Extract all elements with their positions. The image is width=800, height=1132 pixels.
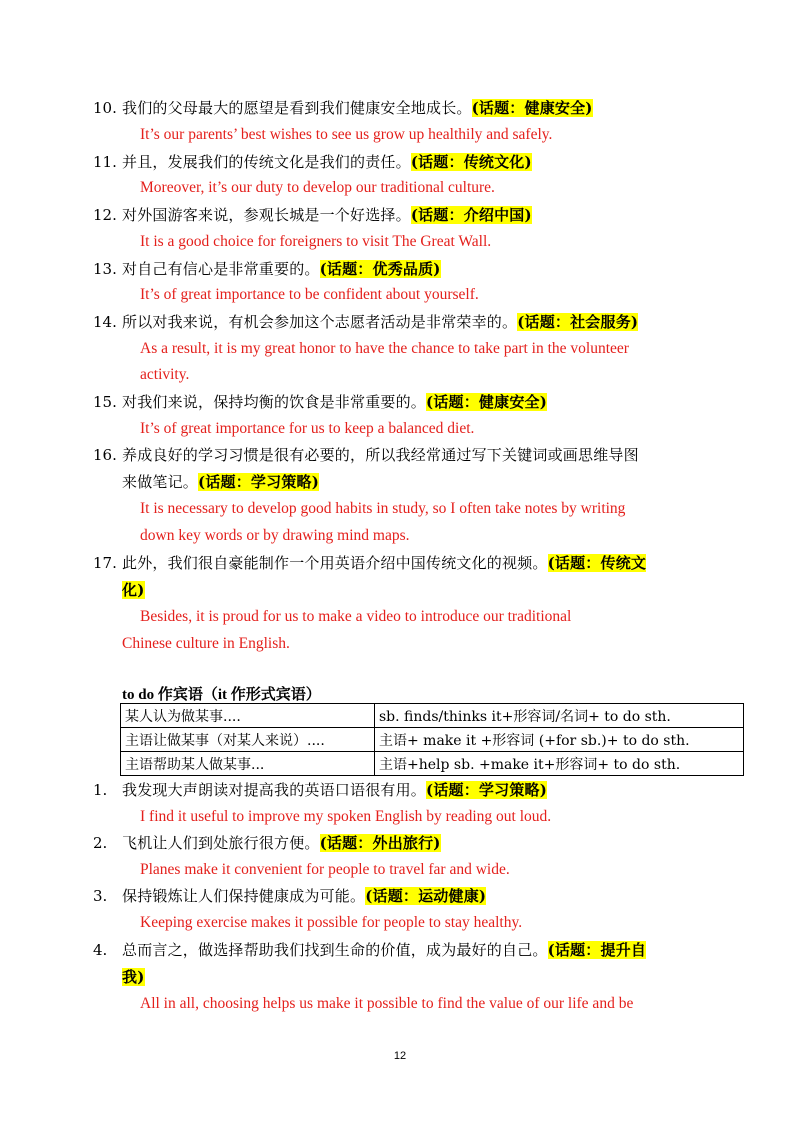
item-english: It’s our parents’ best wishes to see us grow up healthily and safely.	[140, 126, 553, 143]
item-number: 2.	[93, 834, 108, 852]
table-cell: 主语+help sb. +make it+形容词+ to do sth.	[375, 752, 744, 776]
table-cell: sb. finds/thinks it+形容词/名词+ to do sth.	[375, 704, 744, 728]
item-number: 13.	[93, 260, 117, 278]
item-english: Besides, it is proud for us to make a video to introduce our traditional	[140, 608, 572, 625]
topic-tag: (话题：优秀品质)	[319, 260, 441, 278]
topic-tag: (话题：学习策略)	[426, 781, 548, 799]
item-chinese: 并且，发展我们的传统文化是我们的责任。(话题：传统文化)	[122, 153, 532, 171]
item-chinese: 养成良好的学习习惯是很有必要的，所以我经常通过写下关键词或画思维导图	[122, 446, 639, 464]
table-row	[121, 728, 744, 752]
topic-tag-cont: 我)	[122, 968, 145, 986]
item-chinese: 对自己有信心是非常重要的。(话题：优秀品质)	[122, 260, 441, 278]
item-chinese: 飞机让人们到处旅行很方便。(话题：外出旅行)	[122, 834, 441, 852]
item-number: 17.	[93, 554, 117, 572]
item-number: 16.	[93, 446, 117, 464]
item-chinese: 我发现大声朗读对提高我的英语口语很有用。(话题：学习策略)	[122, 781, 548, 799]
item-number: 11.	[93, 153, 117, 171]
page-number: 12	[393, 1050, 407, 1062]
item-english-cont: activity.	[140, 366, 190, 383]
topic-tag: (话题：介绍中国)	[410, 206, 532, 224]
topic-tag-cont: 化)	[122, 581, 145, 599]
item-english: All in all, choosing helps us make it possible to find the value of our life and be	[140, 995, 634, 1012]
item-number: 12.	[93, 206, 117, 224]
item-english: It is a good choice for foreigners to visit The Great Wall.	[140, 233, 492, 250]
section-title: to do 作宾语（it 作形式宾语）	[122, 687, 321, 703]
item-chinese: 总而言之，做选择帮助我们找到生命的价值，成为最好的自己。(话题：提升自	[122, 941, 647, 959]
item-english: As a result, it is my great honor to have the chance to take part in the volunteer	[140, 340, 629, 357]
item-english: It’s of great importance for us to keep a balanced diet.	[140, 420, 475, 437]
item-number: 15.	[93, 393, 117, 411]
item-chinese: 保持锻炼让人们保持健康成为可能。(话题：运动健康)	[122, 887, 487, 905]
item-number: 3.	[93, 887, 108, 905]
topic-tag: (话题：健康安全)	[426, 393, 548, 411]
item-number: 1.	[93, 781, 108, 799]
table-cell: 主语+ make it +形容词 (+for sb.)+ to do sth.	[375, 728, 744, 752]
item-chinese: 所以对我来说，有机会参加这个志愿者活动是非常荣幸的。(话题：社会服务)	[122, 313, 639, 331]
item-english-cont: down key words or by drawing mind maps.	[140, 527, 410, 544]
item-number: 4.	[93, 941, 108, 959]
topic-tag: (话题：传统文化)	[410, 153, 532, 171]
item-chinese: 此外，我们很自豪能制作一个用英语介绍中国传统文化的视频。(话题：传统文	[122, 554, 647, 572]
topic-tag: (话题：传统文	[547, 554, 647, 572]
table-cell: 某人认为做某事....	[121, 704, 375, 728]
topic-tag: (话题：运动健康)	[365, 887, 487, 905]
table-cell: 主语让做某事（对某人来说）....	[121, 728, 375, 752]
table-row	[121, 752, 744, 776]
topic-tag: (话题：学习策略)	[198, 473, 320, 491]
item-english: I find it useful to improve my spoken English by reading out loud.	[140, 808, 552, 825]
table-cell: 主语帮助某人做某事...	[121, 752, 375, 776]
item-chinese: 对我们来说，保持均衡的饮食是非常重要的。(话题：健康安全)	[122, 393, 548, 411]
table-row	[121, 704, 744, 728]
item-chinese: 对外国游客来说，参观长城是一个好选择。(话题：介绍中国)	[122, 206, 532, 224]
item-english: It is necessary to develop good habits in study, so I often take notes by writing	[140, 500, 626, 517]
topic-tag: (话题：提升自	[547, 941, 647, 959]
item-number: 10.	[93, 99, 117, 117]
item-english: It’s of great importance to be confident about yourself.	[140, 286, 479, 303]
item-english: Keeping exercise makes it possible for people to stay healthy.	[140, 914, 523, 931]
item-chinese-cont: 来做笔记。(话题：学习策略)	[122, 473, 320, 491]
topic-tag: (话题：外出旅行)	[319, 834, 441, 852]
item-english: Moreover, it’s our duty to develop our traditional culture.	[140, 179, 495, 196]
item-english: Planes make it convenient for people to travel far and wide.	[140, 861, 510, 878]
item-english-cont: Chinese culture in English.	[122, 635, 290, 652]
item-chinese: 我们的父母最大的愿望是看到我们健康安全地成长。(话题：健康安全)	[122, 99, 593, 117]
topic-tag: (话题：社会服务)	[517, 313, 639, 331]
item-number: 14.	[93, 313, 117, 331]
topic-tag: (话题：健康安全)	[471, 99, 593, 117]
pattern-table	[120, 703, 744, 776]
